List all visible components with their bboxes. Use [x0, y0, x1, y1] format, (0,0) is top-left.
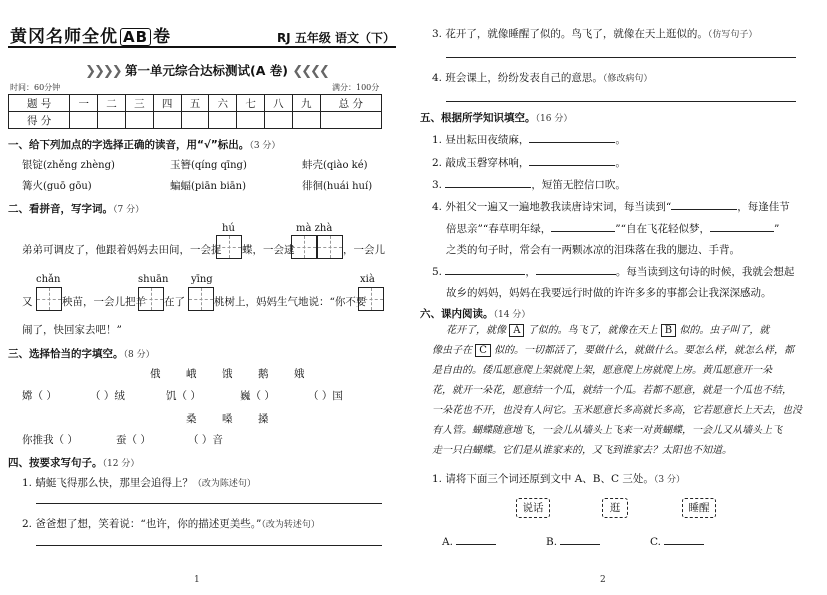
fill-line-3: 3. ，短笛无腔信口吹。 [432, 176, 626, 192]
fill-blank[interactable]: （ ）国 [308, 390, 343, 402]
answer-c [650, 533, 704, 548]
word-option: 说话 [516, 498, 550, 518]
section-2-title: 二、看拼音，写字词。 [8, 203, 113, 215]
fill-blank-line[interactable] [710, 220, 774, 232]
score-cell[interactable] [320, 112, 381, 129]
tianzige-box[interactable] [317, 235, 343, 259]
pinyin-ma-zha: mà zhà [296, 223, 333, 234]
blank-marker-a: A [509, 324, 524, 337]
choice-word: 蝙蝠 [170, 180, 191, 192]
question-note: （改为转述句） [261, 520, 320, 530]
test-title: 第一单元综合达标测试(A 卷) [125, 63, 288, 78]
answer-line[interactable] [446, 101, 796, 102]
fill-blank[interactable]: 蚕（ ） [116, 434, 151, 446]
choice-pinyin: (guō gōu) [43, 181, 92, 192]
question-text: 1. 蜻蜓飞得那么快，那里会追得上？ [22, 477, 193, 489]
answer-label: A. [442, 536, 453, 548]
question-note: （修改病句） [602, 74, 653, 84]
fill-text: ，短笛无腔信口吹。 [531, 179, 626, 191]
question-4-4 [432, 70, 652, 85]
brand-prefix: 黄冈名师全优 [10, 27, 118, 47]
section-3-title: 三、选择恰当的字填空。 [8, 348, 124, 360]
page-number: 2 [600, 575, 606, 585]
question-points: （3 分） [653, 475, 685, 485]
left-page [0, 0, 413, 595]
pinyin-line-1a: 弟弟可调皮了，他跟着妈妈去田间，一会捉 [22, 244, 222, 256]
score-header-cell: 三 [125, 95, 153, 112]
question-note: （仿写句子） [707, 30, 758, 40]
fill-blank-line[interactable] [529, 131, 615, 143]
passage-text: 似的。虫子叫了，就 [679, 325, 770, 336]
char-option: 峨 [186, 368, 197, 380]
char-option: 嗓 [222, 413, 233, 425]
score-header-cell: 二 [98, 95, 126, 112]
passage-line [432, 341, 794, 361]
tianzige-box[interactable] [291, 235, 317, 259]
passage-line: 是自由的。倭瓜愿意爬上架就爬上架，愿意爬上房就爬上房。黄瓜愿意开一朵 [432, 365, 772, 376]
fill-blank[interactable]: （ ）音 [188, 434, 223, 446]
score-header-cell: 八 [264, 95, 292, 112]
score-header-cell: 九 [292, 95, 320, 112]
word-option: 睡醒 [682, 498, 716, 518]
fill-line-4c: 之类的句子时，常会有一两颗冰凉的泪珠落在我的腮边、手背。 [446, 244, 740, 256]
choice-pinyin: (qíng qīng) [191, 160, 247, 171]
section-6-points: （14 分） [493, 310, 531, 320]
brand-logo [10, 22, 171, 47]
grade-label: RJ 五年级 语文（下） [276, 31, 395, 45]
pinyin-line-2b: 秧苗，一会儿把羊 [62, 296, 146, 308]
answer-label: B. [546, 536, 558, 548]
fill-text: 1. 昼出耘田夜绩麻， [432, 134, 530, 146]
pinyin-shuan: shuān [138, 274, 169, 285]
score-header-row [9, 95, 382, 112]
score-cell[interactable] [153, 112, 181, 129]
section-6-title: 六、课内阅读。 [420, 308, 494, 320]
fill-blank-line[interactable] [445, 263, 525, 275]
fill-blank[interactable]: 巍（ ） [240, 390, 275, 402]
pinyin-hu: hú [222, 223, 235, 234]
fill-blank-line[interactable] [445, 176, 531, 188]
section-1-points: （3 分） [249, 141, 281, 151]
section-5-title: 五、根据所学知识填空。 [420, 112, 536, 124]
score-header-cell: 总 分 [320, 95, 381, 112]
blank-marker-c: C [475, 344, 491, 357]
pinyin-chan: chǎn [36, 274, 61, 285]
time-limit: 时间：60分钟 [10, 83, 61, 92]
pinyin-xia: xià [360, 274, 375, 285]
full-score: 满分：100分 [332, 83, 380, 92]
section-4-points: （12 分） [102, 459, 140, 469]
fill-line-5b: 故乡的妈妈，妈妈在我要远行时做的许许多多的事都会让我深深感动。 [446, 287, 772, 299]
section-5-points: （16 分） [535, 114, 573, 124]
question-4-3 [432, 26, 757, 41]
choice-word: 篝火 [22, 180, 43, 192]
passage-line: 走一只白蝴蝶。它们是从谁家来的，又飞到谁家去？太阳也不知道。 [432, 445, 732, 456]
passage-text: 像虫子在 [432, 345, 472, 356]
fill-blank-line[interactable] [529, 154, 615, 166]
choice-pinyin: (zhěng zhèng) [43, 160, 115, 171]
pinyin-line-1c: ，一会儿 [343, 244, 385, 256]
brand-suffix: 卷 [153, 27, 172, 47]
score-row-label: 得 分 [9, 112, 70, 129]
answer-line[interactable] [36, 503, 382, 504]
score-cell[interactable] [292, 112, 320, 129]
score-header-cell: 五 [181, 95, 209, 112]
pinyin-choice[interactable] [170, 157, 247, 172]
tianzige-box[interactable] [138, 287, 164, 311]
fill-text: 。每当读到这句诗的时候，我就会想起 [615, 266, 795, 278]
section-2-points: （7 分） [113, 205, 145, 215]
score-cell[interactable] [209, 112, 237, 129]
section-3-heading [8, 346, 155, 361]
passage-text: 似的。一切都活了，要做什么，就做什么。要怎么样，就怎么样，都 [494, 345, 795, 356]
pinyin-choice[interactable] [302, 157, 368, 172]
answer-b [546, 533, 600, 548]
tianzige-box[interactable] [216, 235, 242, 259]
score-cell[interactable] [98, 112, 126, 129]
choice-pinyin: (piān biān) [191, 181, 246, 192]
fill-blank-line[interactable] [671, 198, 737, 210]
answer-blank[interactable] [664, 533, 704, 545]
char-option: 鹅 [258, 368, 269, 380]
fill-blank[interactable]: 饥（ ） [166, 390, 201, 402]
section-4-heading [8, 455, 139, 470]
score-table [8, 94, 382, 129]
char-option: 搡 [258, 413, 269, 425]
fill-text: ” [774, 223, 780, 235]
pinyin-ying: yīng [191, 274, 213, 285]
char-option: 俄 [150, 368, 161, 380]
fill-blank[interactable]: 你推我（ ） [22, 434, 78, 446]
question-6-1 [432, 471, 685, 486]
score-cell[interactable] [181, 112, 209, 129]
fill-line-4b [446, 220, 779, 236]
page-number: 1 [194, 575, 200, 585]
answer-blank[interactable] [560, 533, 600, 545]
question-4-2 [22, 516, 320, 531]
question-note: （改为陈述句） [192, 479, 256, 489]
fill-text: 2. 敲成玉磬穿林响， [432, 157, 530, 169]
passage-line: 有人管。蝴蝶随意地飞，一会儿从墙头上飞来一对黄蝴蝶，一会儿又从墙头上飞 [432, 425, 782, 436]
test-title-row [0, 61, 413, 79]
pinyin-line-2a: 又 [22, 296, 33, 308]
score-header-cell: 四 [153, 95, 181, 112]
section-1-heading [8, 137, 280, 152]
score-header-cell: 六 [209, 95, 237, 112]
passage-text: 了似的。鸟飞了，就像在天上 [527, 325, 658, 336]
pinyin-choice[interactable] [170, 178, 246, 193]
fill-line-1: 1. 昼出耘田夜绩麻， 。 [432, 131, 626, 147]
answer-a [442, 533, 496, 548]
pinyin-choice[interactable] [22, 178, 92, 193]
score-header-cell: 题 号 [9, 95, 70, 112]
answer-blank[interactable] [456, 533, 496, 545]
tianzige-box[interactable] [188, 287, 214, 311]
fill-text: 5. [432, 266, 443, 278]
score-header-cell: 七 [237, 95, 265, 112]
score-cell[interactable] [264, 112, 292, 129]
pinyin-line-1b: 蝶，一会逮 [242, 244, 295, 256]
fill-text: 倍思亲”“春草明年绿， [446, 223, 552, 235]
blank-marker-b: B [661, 324, 676, 337]
answer-label: C. [650, 536, 661, 548]
fill-blank-line[interactable] [536, 263, 616, 275]
question-4-1 [22, 475, 256, 490]
passage-line: 花，就开一朵花，愿意结一个瓜，就结一个瓜。若都不愿意，就是一个瓜也不结， [432, 385, 792, 396]
question-text: 3. 花开了，就像睡醒了似的。鸟飞了，就像在天上逛似的。 [432, 28, 708, 40]
pinyin-line-2c: 在了 [164, 296, 185, 308]
fill-blank-line[interactable] [551, 220, 615, 232]
header-rule [8, 46, 396, 48]
fill-blank[interactable]: 嫦（ ） [22, 390, 57, 402]
word-option: 逛 [602, 498, 628, 518]
fill-text: ，每逢佳节 [737, 201, 790, 213]
answer-line[interactable] [446, 57, 796, 58]
section-2-heading [8, 201, 144, 216]
score-cell[interactable] [237, 112, 265, 129]
score-header-cell: 一 [70, 95, 98, 112]
char-option: 饿 [222, 368, 233, 380]
section-5-heading [420, 110, 572, 125]
section-3-points: （8 分） [123, 350, 155, 360]
pinyin-line-3: 闹了，快回家去吧！” [22, 324, 122, 336]
tianzige-box[interactable] [36, 287, 62, 311]
choice-word: 蚌壳 [302, 159, 323, 171]
question-text: 2. 爸爸想了想，笑着说：“也许，你的描述更美些。” [22, 518, 262, 530]
answer-line[interactable] [36, 545, 382, 546]
score-cell[interactable] [125, 112, 153, 129]
fill-line-5a: 5. ， 。每当读到这句诗的时候，我就会想起 [432, 263, 794, 279]
choice-pinyin: (qiào ké) [323, 160, 368, 171]
fill-text: 4. 外祖父一遍又一遍地教我读唐诗宋词，每当读到“ [432, 201, 672, 213]
choice-word: 银锭 [22, 159, 43, 171]
section-4-title: 四、按要求写句子。 [8, 457, 103, 469]
section-1-title: 一、给下列加点的字选择正确的读音，用“√”标出。 [8, 139, 250, 151]
choice-pinyin: (huái huí) [323, 181, 373, 192]
fill-text: ”“自在飞花轻似梦， [615, 223, 710, 235]
brand-ab-mark: AB [120, 28, 151, 46]
pinyin-line-2d: 桃树上，妈妈生气地说：“你不要 [214, 296, 367, 308]
fill-line-2: 2. 敲成玉磬穿林响， 。 [432, 154, 626, 170]
pinyin-choice[interactable] [302, 178, 372, 193]
fill-line-4a [432, 198, 790, 214]
score-cell[interactable] [70, 112, 98, 129]
right-page [414, 0, 827, 595]
passage-line: 一朵花也不开，也没有人问它。玉米愿意长多高就长多高，它若愿意长上天去，也没 [432, 405, 802, 416]
fill-blank[interactable]: （ ）绒 [90, 390, 125, 402]
tianzige-box[interactable] [358, 287, 384, 311]
char-option: 桑 [186, 413, 197, 425]
chevron-left-icon: ❮❮❮❮ [292, 64, 328, 79]
chevron-right-icon: ❯❯❯❯ [85, 64, 121, 79]
pinyin-choice[interactable] [22, 157, 115, 172]
choice-word: 徘徊 [302, 180, 323, 192]
passage-line [446, 321, 769, 341]
question-text: 1. 请将下面三个词还原到文中 A、B、C 三处。 [432, 473, 654, 485]
passage-text: 花开了，就像 [446, 325, 506, 336]
section-6-heading [420, 306, 530, 321]
question-text: 4. 班会课上，纷纷发表自己的意思。 [432, 72, 603, 84]
char-option: 娥 [294, 368, 305, 380]
choice-word: 玉簪 [170, 159, 191, 171]
score-input-row [9, 112, 382, 129]
